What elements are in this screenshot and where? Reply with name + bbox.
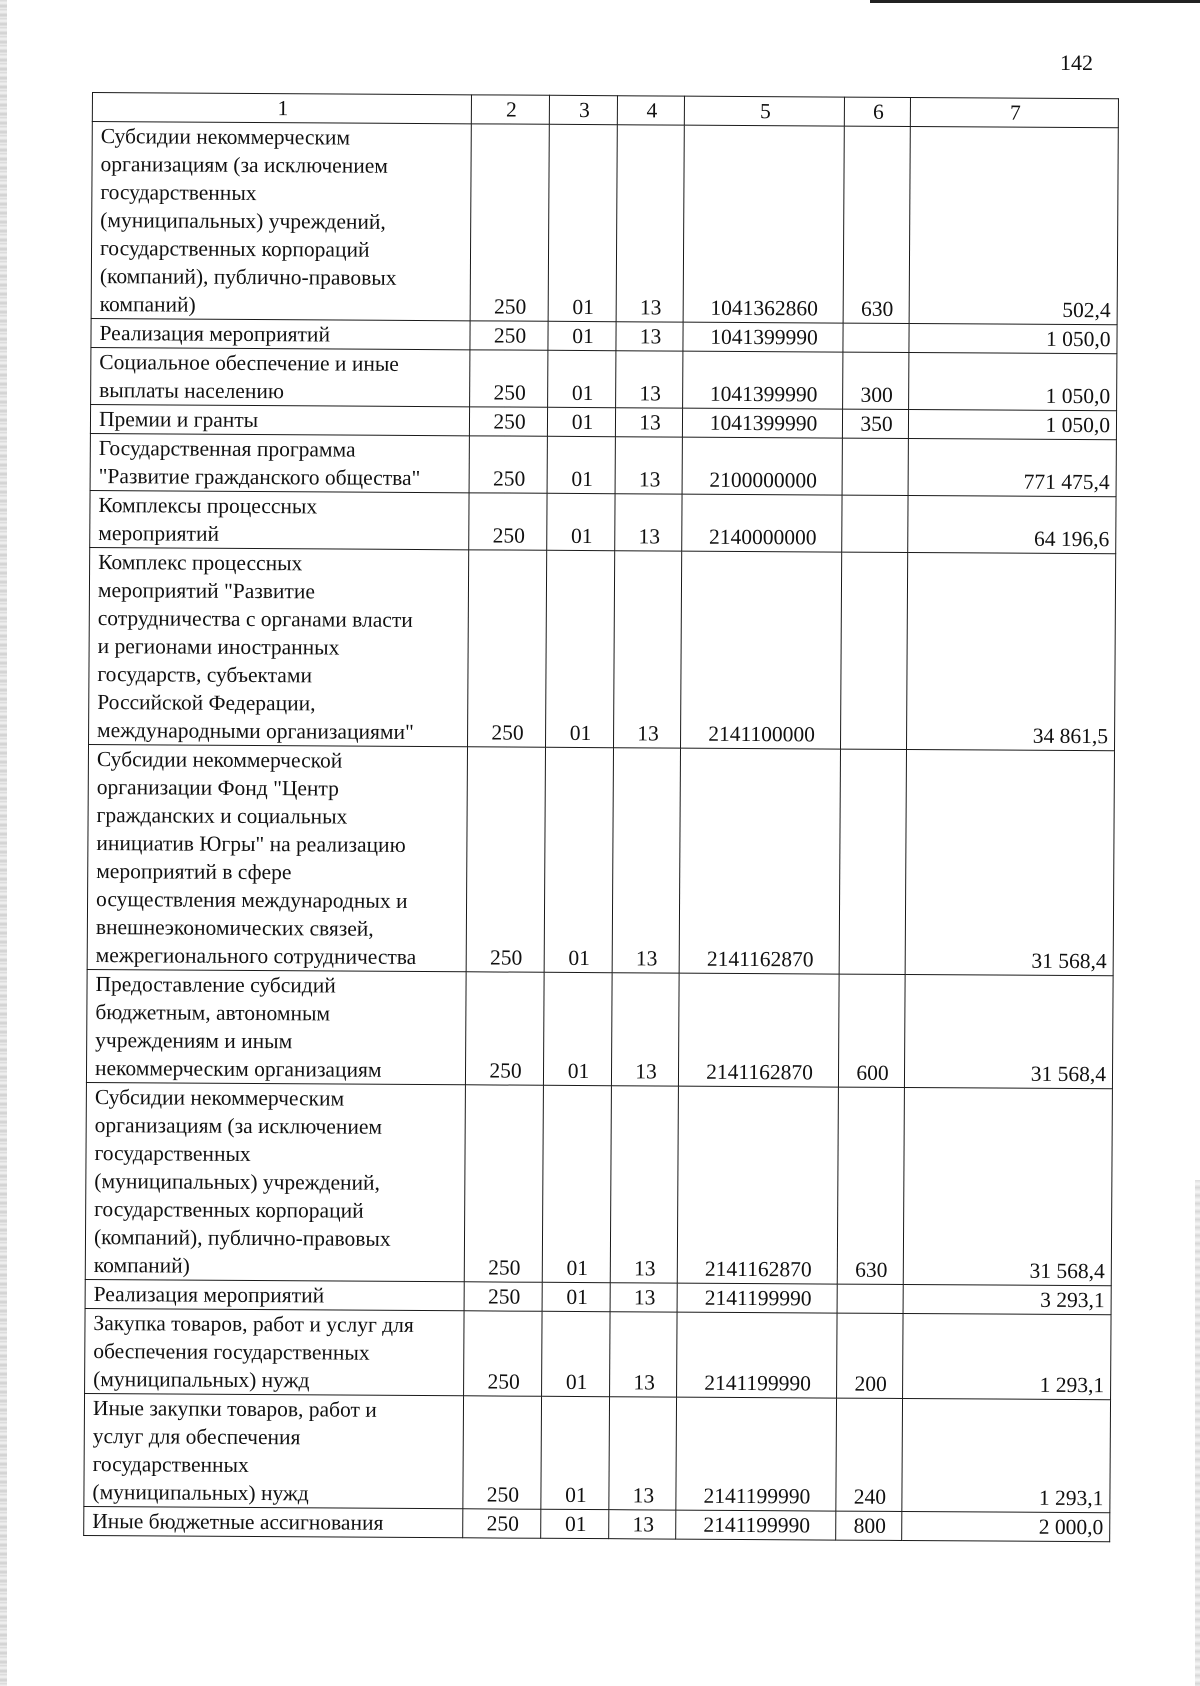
cell-amount: 1 293,1 [902, 1398, 1111, 1512]
cell-name: Социальное обеспечение и иные выплаты населению [91, 347, 470, 406]
cell-col-6: 200 [837, 1313, 904, 1398]
cell-col-3: 01 [548, 124, 617, 321]
cell-col-4: 13 [615, 437, 682, 494]
cell-amount: 3 293,1 [903, 1284, 1111, 1314]
cell-col-6: 600 [838, 974, 905, 1087]
cell-amount: 31 568,4 [903, 1087, 1112, 1285]
header-cell-5: 5 [684, 96, 844, 126]
header-cell-1: 1 [92, 93, 471, 124]
cell-col-5: 2141162870 [679, 748, 840, 974]
cell-col-2: 250 [470, 350, 548, 407]
cell-col-2: 250 [464, 1085, 543, 1282]
cell-col-6 [843, 323, 909, 352]
cell-amount: 34 861,5 [906, 552, 1115, 750]
header-cell-4: 4 [617, 96, 684, 125]
cell-amount: 64 196,6 [908, 495, 1116, 553]
cell-col-4: 13 [610, 1283, 677, 1312]
cell-col-5: 2141199990 [677, 1312, 838, 1398]
cell-col-3: 01 [543, 972, 612, 1085]
header-cell-2: 2 [471, 95, 549, 124]
cell-name: Субсидии некоммерческим организациям (за исключением государственных (муниципальных) учреждений, государственных корпораций (компаний), публично-правовых компаний) [85, 1082, 465, 1281]
cell-col-6 [841, 552, 908, 749]
cell-col-6: 350 [842, 409, 908, 438]
cell-col-2: 250 [463, 1509, 541, 1538]
cell-col-4: 13 [615, 494, 682, 551]
cell-col-4: 13 [616, 322, 683, 351]
cell-col-3: 01 [547, 436, 615, 493]
cell-col-5: 1041399990 [683, 322, 843, 352]
cell-col-2: 250 [469, 407, 547, 436]
cell-amount: 2 000,0 [902, 1511, 1110, 1541]
cell-col-5: 2141199990 [676, 1397, 837, 1511]
cell-col-2: 250 [464, 1282, 542, 1311]
cell-amount: 31 568,4 [905, 749, 1114, 975]
header-cell-6: 6 [844, 97, 910, 126]
cell-name: Предоставление субсидий бюджетным, автономным учреждениям и иным некоммерческим организациям [86, 969, 466, 1084]
cell-col-2: 250 [469, 436, 547, 493]
cell-name: Субсидии некоммерческой организации Фонд "Центр гражданских и социальных инициатив Югры" на реализацию мероприятий в сфере осуществления международных и внешнеэкономических связей, межрегионального сотрудничества [87, 744, 467, 971]
cell-col-3: 01 [548, 350, 616, 407]
cell-col-3: 01 [548, 321, 616, 350]
scan-top-line [870, 0, 1200, 3]
cell-amount: 1 050,0 [909, 323, 1117, 353]
table-row [85, 1082, 1112, 1285]
cell-col-6 [839, 749, 906, 974]
cell-col-5: 2141100000 [681, 551, 842, 749]
table-row [87, 744, 1114, 975]
table-body [84, 93, 1119, 1542]
cell-col-2: 250 [470, 321, 548, 350]
cell-col-3: 01 [542, 1282, 610, 1311]
cell-col-4: 13 [610, 1312, 678, 1397]
cell-col-6: 800 [836, 1511, 902, 1540]
cell-amount: 771 475,4 [908, 438, 1116, 496]
cell-col-4: 13 [611, 973, 679, 1086]
table-row [86, 969, 1113, 1088]
table-row [85, 1308, 1112, 1399]
table-row [91, 347, 1117, 410]
page-number: 142 [1060, 50, 1093, 75]
cell-col-6 [842, 495, 908, 552]
table-row [89, 547, 1116, 750]
cell-col-2: 250 [468, 550, 547, 747]
cell-col-2: 250 [466, 747, 545, 972]
cell-col-6: 630 [843, 126, 910, 323]
cell-col-3: 01 [547, 407, 615, 436]
cell-col-3: 01 [542, 1085, 611, 1282]
cell-col-6: 240 [836, 1398, 903, 1511]
cell-name: Иные бюджетные ассигнования [84, 1506, 463, 1537]
scan-edge-left [0, 0, 7, 1686]
cell-col-6: 630 [837, 1087, 904, 1284]
scan-edge-right [1195, 1180, 1200, 1686]
cell-col-2: 250 [470, 124, 549, 321]
cell-col-3: 01 [541, 1396, 610, 1509]
cell-col-6: 300 [843, 352, 909, 409]
cell-col-5: 2100000000 [682, 437, 842, 495]
table-row [84, 1506, 1110, 1541]
cell-name: Комплексы процессных мероприятий [90, 490, 469, 549]
table-row [91, 122, 1118, 325]
cell-col-4: 13 [612, 748, 680, 973]
table-row [84, 1393, 1111, 1512]
cell-name: Премии и гранты [90, 404, 469, 435]
cell-col-2: 250 [465, 972, 544, 1085]
cell-amount: 31 568,4 [904, 974, 1113, 1088]
cell-name: Реализация мероприятий [85, 1279, 464, 1310]
table-row [90, 490, 1116, 553]
cell-col-5: 2140000000 [682, 494, 842, 552]
cell-col-5: 2141162870 [678, 973, 839, 1087]
cell-name: Государственная программа "Развитие гражданского общества" [90, 433, 469, 492]
cell-col-3: 01 [546, 550, 615, 747]
cell-col-3: 01 [542, 1311, 611, 1396]
cell-col-5: 1041399990 [683, 351, 843, 409]
cell-amount: 1 050,0 [908, 409, 1116, 439]
cell-col-4: 13 [614, 551, 682, 748]
cell-col-4: 13 [616, 125, 684, 322]
cell-name: Иные закупки товаров, работ и услуг для обеспечения государственных (муниципальных) нужд [84, 1393, 464, 1508]
cell-amount: 1 293,1 [903, 1313, 1112, 1399]
cell-col-5: 2141199990 [676, 1510, 836, 1540]
cell-col-3: 01 [541, 1509, 609, 1538]
cell-col-4: 13 [616, 351, 683, 408]
cell-col-2: 250 [469, 493, 547, 550]
header-cell-3: 3 [549, 95, 617, 124]
table-row [90, 433, 1116, 496]
budget-table [83, 92, 1119, 1542]
cell-col-3: 01 [547, 493, 615, 550]
cell-amount: 1 050,0 [909, 352, 1117, 410]
budget-table-container [83, 92, 1118, 1542]
cell-col-4: 13 [609, 1510, 676, 1539]
cell-col-2: 250 [463, 1396, 542, 1509]
cell-col-4: 13 [609, 1397, 677, 1510]
cell-name: Субсидии некоммерческим организациям (за исключением государственных (муниципальных) учреждений, государственных корпораций (компаний), публично-правовых компаний) [91, 122, 471, 321]
cell-col-5: 2141199990 [677, 1283, 837, 1313]
cell-amount: 502,4 [909, 126, 1118, 324]
cell-col-5: 1041399990 [682, 408, 842, 438]
cell-col-5: 1041362860 [683, 125, 844, 323]
cell-name: Комплекс процессных мероприятий "Развитие сотрудничества с органами власти и регионами иностранных государств, субъектами Российской Федерации, международными организациями" [89, 547, 469, 746]
cell-col-2: 250 [464, 1311, 543, 1396]
cell-col-6 [842, 438, 908, 495]
header-cell-7: 7 [910, 97, 1118, 127]
cell-col-3: 01 [544, 747, 613, 972]
cell-name: Закупка товаров, работ и услуг для обеспечения государственных (муниципальных) нужд [85, 1308, 465, 1395]
cell-col-6 [837, 1284, 903, 1313]
cell-col-4: 13 [615, 408, 682, 437]
cell-col-4: 13 [610, 1086, 678, 1283]
cell-col-5: 2141162870 [677, 1086, 838, 1284]
cell-name: Реализация мероприятий [91, 318, 470, 349]
